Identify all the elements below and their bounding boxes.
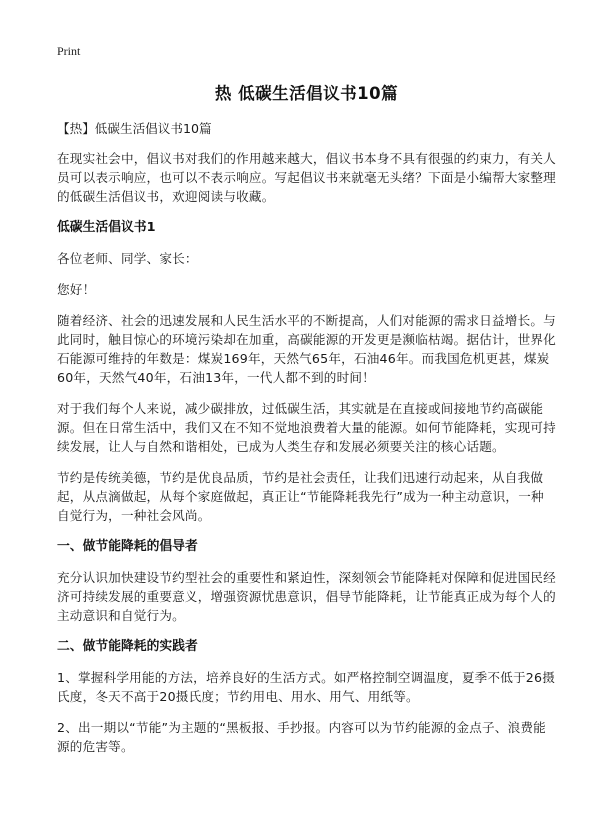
body-paragraph: 对于我们每个人来说，减少碳排放，过低碳生活，其实就是在直接或间接地节约高碳能源。但在日常生活中，我们又在不知不觉地浪费着大量的能源。如何节能降耗，实现可持续发展，让人与自然和谐相处，已成为人类生存和发展必须要关注的核心话题。 xyxy=(57,401,556,454)
lead-line: 【热】低碳生活倡议书10篇 xyxy=(57,121,212,136)
body-paragraph: 随着经济、社会的迅速发展和人民生活水平的不断提高，人们对能源的需求日益增长。与此同时，触目惊心的环境污染却在加重，高碳能源的开发更是濒临枯竭。据估计，世界化石能源可维持的年数是：煤炭169年，天然气65年，石油46年。而我国危机更甚，煤炭60年，天然气40年，石油13年，一代人都不到的时间！ xyxy=(57,313,556,385)
subsection-paragraph: 充分认识加快建设节约型社会的重要性和紧迫性，深刻领会节能降耗对保障和促进国民经济可持续发展的重要意义，增强资源忧患意识，倡导节能降耗，让节能真正成为每个人的主动意识和自觉行为。 xyxy=(57,570,556,623)
section-title: 低碳生活倡议书1 xyxy=(57,220,156,235)
document-body xyxy=(57,120,556,768)
salutation: 各位老师、同学、家长： xyxy=(57,251,198,266)
subsection-title-advocate: 一、做节能降耗的倡导者 xyxy=(57,539,198,554)
print-link[interactable]: Print xyxy=(57,44,81,58)
greeting: 您好！ xyxy=(57,282,96,297)
list-item: 1、掌握科学用能的方法，培养良好的生活方式。如严格控制空调温度，夏季不低于26摄氏度，冬天不高于20摄氏度；节约用电、用水、用气、用纸等。 xyxy=(57,670,556,704)
body-paragraph: 节约是传统美德，节约是优良品质，节约是社会责任，让我们迅速行动起来，从自我做起，从点滴做起，从每个家庭做起，真正让“节能降耗我先行”成为一种主动意识，一种自觉行为，一种社会风尚。 xyxy=(57,470,544,523)
subsection-title-practice: 二、做节能降耗的实践者 xyxy=(57,639,198,654)
list-item: 2、出一期以“节能”为主题的“黑板报、手抄报。内容可以为节约能源的金点子、浪费能源的危害等。 xyxy=(57,720,546,754)
intro-paragraph: 在现实社会中，倡议书对我们的作用越来越大，倡议书本身不具有很强的约束力，有关人员可以表示响应，也可以不表示响应。写起倡议书来就毫无头绪？下面是小编帮大家整理的低碳生活倡议书，欢迎阅读与收藏。 xyxy=(57,151,556,204)
document-title: 热 低碳生活倡议书10篇 xyxy=(214,84,399,103)
